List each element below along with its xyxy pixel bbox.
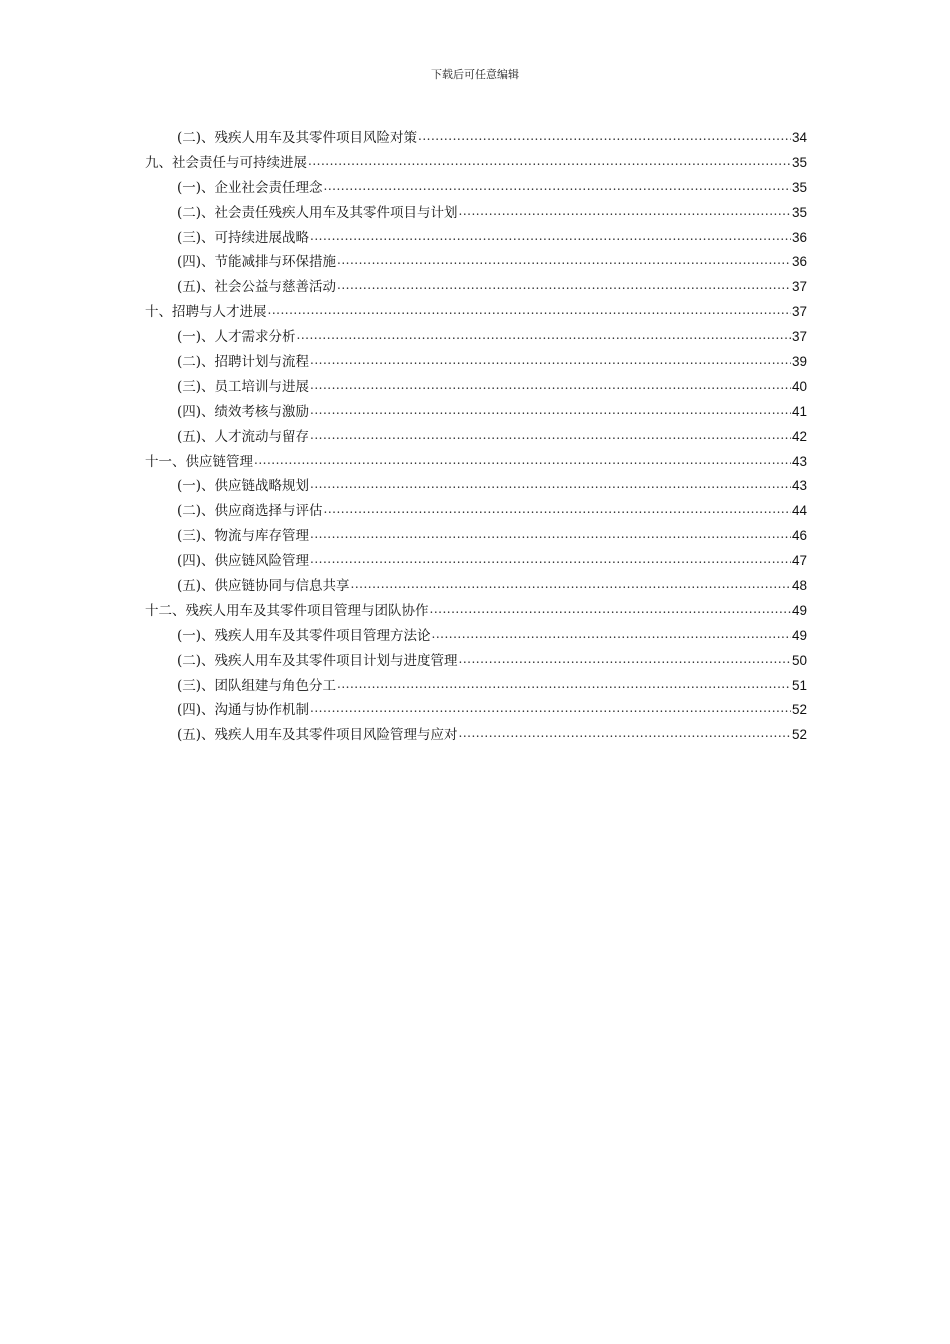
toc-entry[interactable] xyxy=(145,151,807,176)
toc-entry-title: (三)、员工培训与进展 xyxy=(177,378,310,395)
toc-entry[interactable] xyxy=(145,524,807,549)
toc-entry-page: 37 xyxy=(791,279,807,295)
toc-entry-title: (一)、残疾人用车及其零件项目管理方法论 xyxy=(177,627,431,644)
toc-entry[interactable] xyxy=(145,599,807,624)
toc-entry-page: 51 xyxy=(791,677,807,693)
toc-entry-page: 50 xyxy=(791,652,807,668)
toc-entry-title: (五)、供应链协同与信息共享 xyxy=(177,578,350,595)
toc-dot-leader xyxy=(310,477,791,491)
toc-entry-page: 36 xyxy=(791,229,807,245)
toc-dot-leader xyxy=(310,377,791,391)
toc-entry-page: 52 xyxy=(791,702,807,718)
toc-entry[interactable] xyxy=(145,126,807,151)
toc-dot-leader xyxy=(310,527,791,541)
toc-entry[interactable] xyxy=(145,400,807,425)
toc-entry[interactable] xyxy=(145,226,807,251)
toc-entry-page: 47 xyxy=(791,553,807,569)
toc-entry-page: 49 xyxy=(791,627,807,643)
toc-entry-page: 43 xyxy=(791,453,807,469)
toc-dot-leader xyxy=(310,701,791,715)
toc-dot-leader xyxy=(310,228,791,242)
toc-dot-leader xyxy=(337,676,791,690)
toc-entry[interactable] xyxy=(145,325,807,350)
toc-dot-leader xyxy=(459,651,791,665)
toc-dot-leader xyxy=(337,253,791,267)
toc-entry-page: 40 xyxy=(791,378,807,394)
toc-entry-title: (三)、可持续进展战略 xyxy=(177,229,310,246)
toc-entry[interactable] xyxy=(145,450,807,475)
toc-entry-title: 十、招聘与人才进展 xyxy=(145,304,267,321)
toc-entry-page: 39 xyxy=(791,354,807,370)
toc-entry[interactable] xyxy=(145,549,807,574)
toc-entry[interactable] xyxy=(145,275,807,300)
toc-entry-title: 十二、残疾人用车及其零件项目管理与团队协作 xyxy=(145,602,429,619)
toc-entry[interactable] xyxy=(145,250,807,275)
toc-entry[interactable] xyxy=(145,474,807,499)
toc-entry[interactable] xyxy=(145,574,807,599)
toc-dot-leader xyxy=(432,626,791,640)
toc-dot-leader xyxy=(268,303,791,317)
toc-entry-title: (二)、供应商选择与评估 xyxy=(177,503,323,520)
toc-dot-leader xyxy=(310,427,791,441)
toc-entry-title: (一)、企业社会责任理念 xyxy=(177,179,323,196)
toc-dot-leader xyxy=(351,577,791,591)
toc-entry-page: 49 xyxy=(791,602,807,618)
table-of-contents xyxy=(145,126,807,748)
toc-entry[interactable] xyxy=(145,649,807,674)
toc-dot-leader xyxy=(324,502,791,516)
toc-entry-title: (一)、人才需求分析 xyxy=(177,329,296,346)
toc-entry-page: 36 xyxy=(791,254,807,270)
toc-dot-leader xyxy=(459,203,791,217)
toc-dot-leader xyxy=(310,353,791,367)
toc-entry-title: (二)、招聘计划与流程 xyxy=(177,354,310,371)
toc-entry[interactable] xyxy=(145,201,807,226)
toc-entry-page: 48 xyxy=(791,578,807,594)
toc-entry-title: (二)、残疾人用车及其零件项目风险对策 xyxy=(177,130,418,146)
toc-dot-leader xyxy=(459,726,791,740)
toc-entry-page: 44 xyxy=(791,503,807,519)
toc-entry[interactable] xyxy=(145,350,807,375)
toc-entry-title: (四)、绩效考核与激励 xyxy=(177,403,310,420)
toc-entry[interactable] xyxy=(145,375,807,400)
toc-entry[interactable] xyxy=(145,698,807,723)
toc-entry-page: 34 xyxy=(791,130,807,145)
toc-entry-title: 十一、供应链管理 xyxy=(145,453,253,470)
toc-entry[interactable] xyxy=(145,723,807,748)
toc-entry-page: 46 xyxy=(791,528,807,544)
toc-dot-leader xyxy=(254,452,791,466)
toc-entry-title: (五)、残疾人用车及其零件项目风险管理与应对 xyxy=(177,727,458,744)
toc-entry-page: 35 xyxy=(791,204,807,220)
toc-entry[interactable] xyxy=(145,499,807,524)
toc-entry-title: (二)、社会责任残疾人用车及其零件项目与计划 xyxy=(177,204,458,221)
toc-dot-leader xyxy=(310,402,791,416)
toc-dot-leader xyxy=(430,601,791,615)
toc-entry[interactable] xyxy=(145,176,807,201)
toc-entry-title: (四)、沟通与协作机制 xyxy=(177,702,310,719)
toc-entry-page: 52 xyxy=(791,727,807,743)
toc-dot-leader xyxy=(297,328,791,342)
toc-entry-page: 35 xyxy=(791,154,807,170)
toc-entry-page: 42 xyxy=(791,428,807,444)
toc-dot-leader xyxy=(324,178,791,192)
toc-entry-title: (三)、物流与库存管理 xyxy=(177,528,310,545)
toc-entry-page: 35 xyxy=(791,179,807,195)
toc-entry[interactable] xyxy=(145,624,807,649)
toc-entry-page: 43 xyxy=(791,478,807,494)
toc-entry-title: (四)、供应链风险管理 xyxy=(177,553,310,570)
toc-entry-page: 37 xyxy=(791,304,807,320)
toc-dot-leader xyxy=(308,153,791,167)
toc-entry-title: (四)、节能减排与环保措施 xyxy=(177,254,337,271)
page-header: 下载后可任意编辑 xyxy=(431,68,519,81)
toc-entry-title: (二)、残疾人用车及其零件项目计划与进度管理 xyxy=(177,652,458,669)
toc-entry-title: 九、社会责任与可持续进展 xyxy=(145,154,307,171)
toc-dot-leader xyxy=(418,129,791,143)
toc-entry-title: (三)、团队组建与角色分工 xyxy=(177,677,337,694)
toc-entry-page: 41 xyxy=(791,403,807,419)
toc-dot-leader xyxy=(337,278,791,292)
toc-entry[interactable] xyxy=(145,300,807,325)
toc-entry[interactable] xyxy=(145,425,807,450)
toc-entry-title: (五)、人才流动与留存 xyxy=(177,428,310,445)
toc-dot-leader xyxy=(310,552,791,566)
toc-entry-page: 37 xyxy=(791,329,807,345)
toc-entry-title: (一)、供应链战略规划 xyxy=(177,478,310,495)
toc-entry-title: (五)、社会公益与慈善活动 xyxy=(177,279,337,296)
toc-entry[interactable] xyxy=(145,674,807,699)
